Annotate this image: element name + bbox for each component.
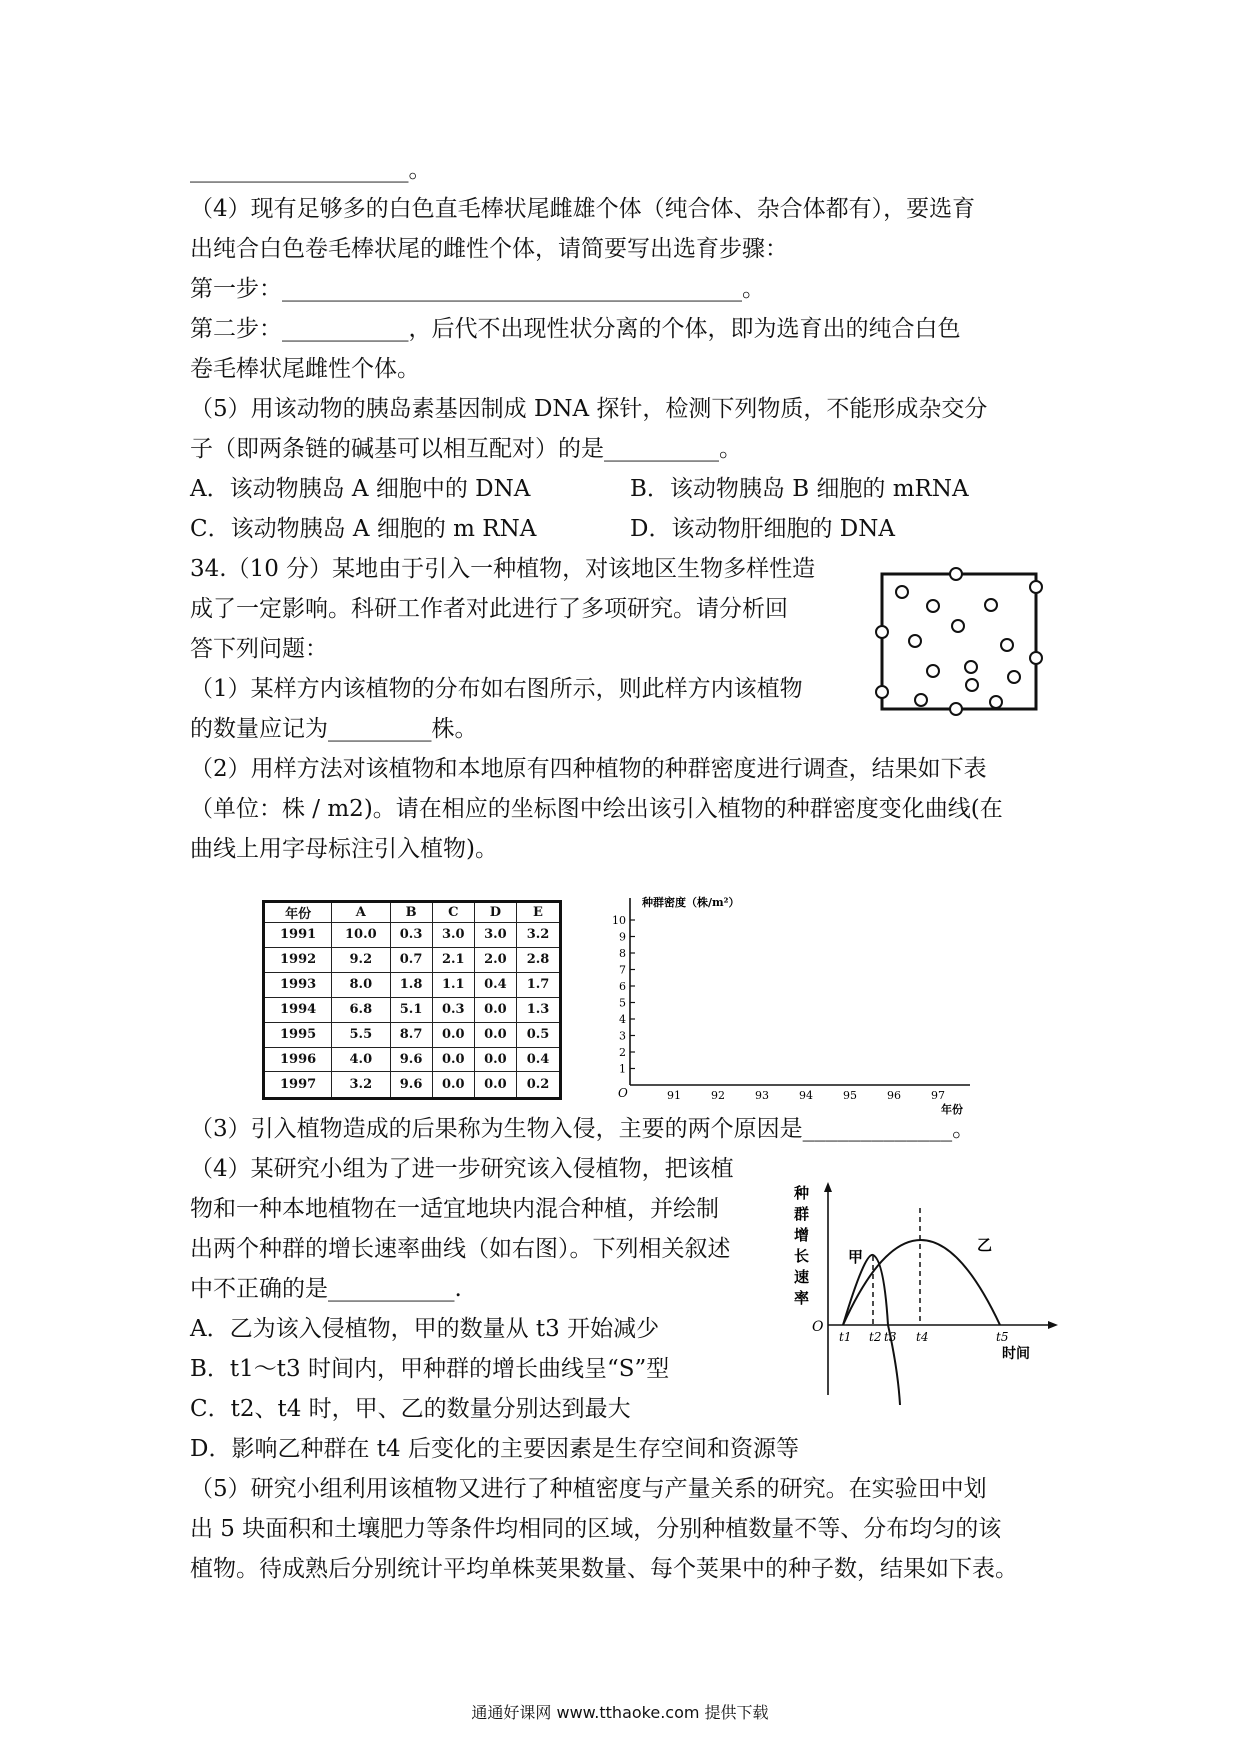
y-tick-label: 6 — [619, 980, 626, 993]
table-row — [264, 972, 561, 997]
y-axis-title-char: 速 — [794, 1268, 810, 1286]
table-cell: 0.4 — [517, 1047, 561, 1072]
x-tick-label: 91 — [667, 1089, 681, 1102]
table-row — [264, 997, 561, 1022]
table-cell: 9.6 — [390, 1072, 432, 1099]
answer-blank-line: ___________________。 — [190, 157, 432, 183]
question-5-text: （5）用该动物的胰岛素基因制成 DNA 探针，检测下列物质，不能形成杂交分 — [190, 396, 988, 422]
density-axes-chart — [612, 890, 995, 1120]
question-34-4-cont2: 出两个种群的增长速率曲线（如右图）。下列相关叙述 — [190, 1236, 731, 1262]
question-34-2-end: 曲线上用字母标注引入植物)。 — [190, 836, 498, 862]
page-footer: 通通好课网 www.tthaoke.com 提供下载 — [471, 1703, 769, 1722]
table-row — [264, 947, 561, 972]
y-tick-label: 2 — [619, 1046, 626, 1059]
question-34-3: （3）引入植物造成的后果称为生物入侵，主要的两个原因是_____________。 — [190, 1116, 976, 1142]
table-cell: 1.7 — [517, 972, 561, 997]
growth-rate-chart — [790, 1180, 1070, 1420]
y-axis-title-char: 增 — [794, 1226, 810, 1244]
table-cell: 0.2 — [517, 1072, 561, 1099]
jia-label: 甲 — [848, 1248, 864, 1266]
y-tick-label: 10 — [612, 914, 626, 927]
table-cell: 1992 — [264, 947, 332, 972]
question-4-text: （4）现有足够多的白色直毛棒状尾雌雄个体（纯合体、杂合体都有），要选育 — [190, 196, 976, 222]
table-cell: 3.0 — [474, 923, 516, 948]
y-axis-title-char: 率 — [794, 1289, 810, 1307]
quadrat-figure — [870, 560, 1050, 730]
step-two: 第二步：___________，后代不出现性状分离的个体，即为选育出的纯合白色 — [190, 316, 961, 342]
y-tick-label: 3 — [619, 1029, 626, 1043]
table-cell: 9.6 — [390, 1047, 432, 1072]
table-cell: 0.7 — [390, 947, 432, 972]
origin-label: O — [812, 1319, 824, 1335]
x-axis-title: 年份 — [941, 1103, 963, 1116]
y-axis-title: 种群密度（株/m²） — [642, 896, 740, 909]
y-axis-arrow-icon — [824, 1182, 832, 1192]
option-d: D．该动物肝细胞的 DNA — [630, 516, 895, 542]
question-34-1-cont: 的数量应记为_________株。 — [190, 716, 478, 742]
x-tick-label: 94 — [799, 1089, 813, 1102]
t-label: t2 — [869, 1330, 882, 1344]
table-cell: 3.2 — [517, 923, 561, 948]
t-label: t5 — [996, 1330, 1009, 1344]
option-34-d: D．影响乙种群在 t4 后变化的主要因素是生存空间和资源等 — [190, 1436, 799, 1462]
table-cell: 0.0 — [432, 1072, 474, 1099]
table-cell: 9.2 — [332, 947, 390, 972]
option-34-b: B．t1～t3 时间内，甲种群的增长曲线呈“S”型 — [190, 1356, 670, 1382]
origin-label: O — [618, 1086, 628, 1100]
y-tick-label: 1 — [619, 1062, 626, 1076]
table-cell: 8.7 — [390, 1022, 432, 1047]
option-34-a: A．乙为该入侵植物，甲的数量从 t3 开始减少 — [190, 1316, 660, 1342]
question-34-4: （4）某研究小组为了进一步研究该入侵植物，把该植 — [190, 1156, 734, 1182]
t-label: t4 — [916, 1330, 929, 1344]
table-row — [264, 1047, 561, 1072]
question-34-5-end: 植物。待成熟后分别统计平均单株荚果数量、每个荚果中的种子数，结果如下表。 — [190, 1556, 1018, 1582]
option-b: B．该动物胰岛 B 细胞的 mRNA — [630, 476, 969, 502]
y-tick-label: 5 — [619, 996, 626, 1010]
question-4-text-cont: 出纯合白色卷毛棒状尾的雌性个体，请简要写出选育步骤： — [190, 236, 788, 262]
question-34-4-end: 中不正确的是___________. — [190, 1276, 462, 1302]
table-cell: 3.2 — [332, 1072, 390, 1099]
table-cell: 0.5 — [517, 1022, 561, 1047]
table-row — [264, 1072, 561, 1099]
table-body — [264, 923, 561, 1099]
density-table — [262, 900, 562, 1100]
table-header-cell: A — [332, 902, 390, 923]
table-cell: 1993 — [264, 972, 332, 997]
y-tick-label: 4 — [619, 1013, 626, 1026]
question-34-5-cont: 出 5 块面积和土壤肥力等条件均相同的区域，分别种植数量不等、分布均匀的该 — [190, 1516, 1002, 1542]
table-cell: 0.0 — [474, 1022, 516, 1047]
x-tick-label: 92 — [711, 1089, 725, 1102]
yi-label: 乙 — [977, 1236, 993, 1254]
y-axis-title-char: 长 — [794, 1247, 810, 1265]
table-cell: 2.1 — [432, 947, 474, 972]
table-cell: 5.5 — [332, 1022, 390, 1047]
x-axis-title: 时间 — [1002, 1346, 1030, 1362]
table-header-cell: D — [474, 902, 516, 923]
table-header-cell: B — [390, 902, 432, 923]
t-label: t3 — [884, 1330, 897, 1344]
t-label: t1 — [839, 1330, 852, 1344]
table-cell: 3.0 — [432, 923, 474, 948]
table-cell: 1.3 — [517, 997, 561, 1022]
option-c: C．该动物胰岛 A 细胞的 m RNA — [190, 516, 537, 542]
table-cell: 2.8 — [517, 947, 561, 972]
table-cell: 0.0 — [474, 1047, 516, 1072]
table-row — [264, 1022, 561, 1047]
question-34-1: （1）某样方内该植物的分布如右图所示，则此样方内该植物 — [190, 676, 803, 702]
question-34-4-cont: 物和一种本地植物在一适宜地块内混合种植，并绘制 — [190, 1196, 719, 1222]
x-tick-label: 93 — [755, 1089, 769, 1102]
y-axis-title-char: 种 — [794, 1184, 810, 1202]
table-cell: 0.0 — [474, 1072, 516, 1099]
table-cell: 1997 — [264, 1072, 332, 1099]
table-header-row — [264, 902, 561, 923]
table-cell: 5.1 — [390, 997, 432, 1022]
table-cell: 1995 — [264, 1022, 332, 1047]
table-cell: 0.0 — [432, 1022, 474, 1047]
table-header-cell: C — [432, 902, 474, 923]
question-5-text-cont: 子（即两条链的碱基可以相互配对）的是__________。 — [190, 436, 742, 462]
table-header-cell: E — [517, 902, 561, 923]
y-tick-label: 9 — [619, 930, 626, 944]
question-34-2-cont: （单位：株 / m2)。请在相应的坐标图中绘出该引入植物的种群密度变化曲线(在 — [190, 796, 1003, 822]
x-tick-label: 97 — [931, 1089, 945, 1102]
table-cell: 2.0 — [474, 947, 516, 972]
table-cell: 0.0 — [432, 1047, 474, 1072]
step-one: 第一步：________________________________________。 — [190, 276, 765, 302]
table-cell: 0.0 — [474, 997, 516, 1022]
question-34-5: （5）研究小组利用该植物又进行了种植密度与产量关系的研究。在实验田中划 — [190, 1476, 987, 1502]
x-tick-label: 96 — [887, 1089, 901, 1102]
question-34-intro-cont: 成了一定影响。科研工作者对此进行了多项研究。请分析回 — [190, 596, 788, 622]
table-cell: 4.0 — [332, 1047, 390, 1072]
table-cell: 1.1 — [432, 972, 474, 997]
y-tick-label: 8 — [619, 947, 626, 960]
x-axis-arrow-icon — [1048, 1321, 1058, 1329]
y-tick-label: 7 — [619, 963, 626, 977]
table-cell: 0.4 — [474, 972, 516, 997]
step-two-cont: 卷毛棒状尾雌性个体。 — [190, 356, 420, 382]
table-cell: 1.8 — [390, 972, 432, 997]
table-cell: 6.8 — [332, 997, 390, 1022]
table-cell: 8.0 — [332, 972, 390, 997]
table-row — [264, 923, 561, 948]
table-cell: 1994 — [264, 997, 332, 1022]
option-34-c: C．t2、t4 时，甲、乙的数量分别达到最大 — [190, 1396, 631, 1422]
table-cell: 1991 — [264, 923, 332, 948]
x-tick-label: 95 — [843, 1089, 857, 1102]
question-34-intro: 34.（10 分）某地由于引入一种植物，对该地区生物多样性造 — [190, 556, 816, 582]
y-axis-title-char: 群 — [794, 1205, 810, 1223]
table-cell: 0.3 — [432, 997, 474, 1022]
table-cell: 10.0 — [332, 923, 390, 948]
table-cell: 1996 — [264, 1047, 332, 1072]
question-34-2: （2）用样方法对该植物和本地原有四种植物的种群密度进行调查，结果如下表 — [190, 756, 987, 782]
question-34-intro-end: 答下列问题： — [190, 636, 328, 662]
table-cell: 0.3 — [390, 923, 432, 948]
table-header-cell: 年份 — [264, 902, 332, 923]
option-a: A．该动物胰岛 A 细胞中的 DNA — [190, 476, 531, 502]
